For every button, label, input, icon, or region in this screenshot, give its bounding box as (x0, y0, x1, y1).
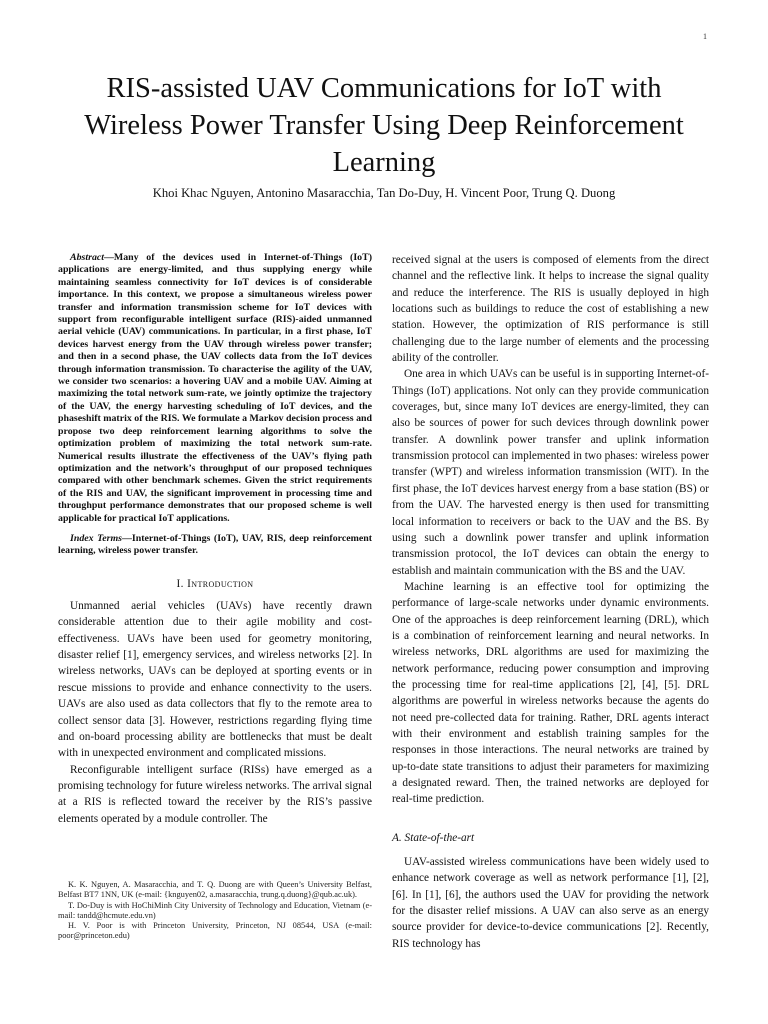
subsection-heading-state-of-the-art: A. State-of-the-art (392, 831, 475, 844)
body-paragraph: UAV-assisted wireless communications have been widely used to enhance network coverage as well as network performance [1], [2], [6]. In [1], [6], the authors used the UAV for providing the network for the disaster relief missions. A UAV can also serve as an energy source provider for device-to-device communications [2]. Recently, RIS technology has (392, 856, 709, 950)
footnote: K. K. Nguyen, A. Masaracchia, and T. Q. Duong are with Queen’s University Belfast, Belfast BT7 1NN, UK (e-mail: {knguyen02, a.masaracchia, trung.q.duong}@qub.ac.uk). (58, 880, 372, 900)
section-heading-introduction: I. Introduction (176, 577, 254, 590)
abstract (58, 252, 372, 525)
author-list: Khoi Khac Nguyen, Antonino Masaracchia, Tan Do-Duy, H. Vincent Poor, Trung Q. Duong (152, 186, 616, 200)
footnote: T. Do-Duy is with HoChiMinh City University of Technology and Education, Vietnam (e-mail: tandd@hcmute.edu.vn) (58, 900, 372, 920)
abstract-text: —Many of the devices used in Internet-of-Things (IoT) applications are energy-limited, and thus supplying energy while maintaining seamless connectivity for IoT devices is of considerable importance. In this context, we propose a simultaneous wireless power transfer and information transmission scheme for IoT devices with support from reconfigurable intelligent surface (RIS)-aided unmanned aerial vehicle (UAV) communications. In particular, in a first phase, IoT devices harvest energy from the UAV through wireless power transfer; and then in a second phase, the UAV collects data from the IoT devices through information transmission. To characterise the agility of the UAV, we consider two scenarios: a hovering UAV and a mobile UAV. Aiming at maximizing the total network sum-rate, we jointly optimize the trajectory of the UAV, the energy harvesting scheduling of IoT devices, and the phaseshift matrix of the RIS. We formulate a Markov decision process and propose two deep reinforcement learning algorithms to solve the optimization problem of maximizing the total network sum-rate. Numerical results illustrate the effectiveness of the UAV’s flying path optimization and the network’s throughput of our proposed techniques compared with other benchmark schemes. Given the strict requirements of the RIS and UAV, the significant improvement in processing time and throughput performance demonstrates that our proposed scheme is well applicable for practical IoT applications. (58, 252, 372, 524)
title-line: Wireless Power Transfer Using Deep Reinforcement (84, 110, 684, 141)
body-paragraph: One area in which UAVs can be useful is in supporting Internet-of-Things (IoT) applications. Not only can they provide communication coverages, but, since many IoT devices are energy-limited, they can also be sources of power for such devices through downlink power transfer. A downlink power transfer and uplink information transmission protocol can implemented in two phases: wireless power transfer (WPT) and wireless information transmission (WIT). In the first phase, the IoT devices harvest energy from a base station (BS) or from the UAV. The harvested energy is then used for transmitting local information to receivers or back to the UAV and the BS. By using such a downlink power transfer and uplink information transmission protocol, the IoT devices can obtain the energy to establish and maintain communication with the BS and the UAV. (392, 368, 709, 577)
abstract-label: Abstract (70, 252, 105, 263)
body-paragraph: received signal at the users is composed of elements from the direct channel and the reflective link. It helps to increase the signal quality and reduce the interference. The RIS is usually deployed in high locations such as buildings to reduce the cost of establishing a new station. However, the optimization of RIS performance is still challenging due to the large number of elements and the processing ability of the controller. (392, 254, 709, 365)
page-number: 1 (703, 32, 707, 41)
title-line: Learning (332, 147, 436, 178)
body-paragraph: Unmanned aerial vehicles (UAVs) have recently drawn considerable attention due to their agile mobility and cost-effectiveness. UAVs have been used for geometry monitoring, disaster relief [1], emergency services, and wireless networks [2]. In wireless networks, UAVs can be deployed at sporting events or in rescue missions to provide and enhance connectivity to the users. UAVs are also used as data collectors that fly to the remote area to collect sensor data [3]. However, restrictions regarding flying time and on-board processing ability are bottlenecks that must be dealt with in unexpected environment and complicated missions. (58, 600, 372, 760)
body-paragraph: Reconfigurable intelligent surface (RISs) have emerged as a promising technology for future wireless networks. The arrival signal at a RIS is reflected toward the receiver by the RIS’s passive elements operated by a module controller. The (58, 763, 372, 825)
index-terms-text: —Internet-of-Things (IoT), UAV, RIS, deep reinforcement learning, wireless power transfer. (58, 532, 372, 557)
index-terms-label: Index Terms (70, 532, 123, 544)
body-paragraph: Machine learning is an effective tool for optimizing the performance of large-scale networks under dynamic environments. One of the approaches is deep reinforcement learning (DRL), which is a combination of reinforcement learning and neural networks. In wireless networks, DRL algorithms are used for maximizing the network performance, reducing power consumption and improving the processing time for real-time applications [2], [4], [5]. DRL algorithms are powerful in wireless networks because the agents do not need pre-collected data for training. Rather, DRL agents interact with their environment and establish training samples for the responses in those interactions. The neural networks are trained by up-to-date state transitions to adjust their parameters for maximizing a designated reward. Then, the trained networks are deployed for real-time prediction. (392, 580, 709, 806)
author-footnotes (58, 880, 372, 942)
footnote: H. V. Poor is with Princeton University, Princeton, NJ 08544, USA (e-mail: poor@princeton.edu) (58, 921, 372, 941)
right-column (392, 252, 709, 952)
left-column (58, 252, 372, 827)
index-terms (58, 533, 372, 558)
paper-title (40, 70, 728, 181)
title-line: RIS-assisted UAV Communications for IoT with (106, 73, 662, 104)
